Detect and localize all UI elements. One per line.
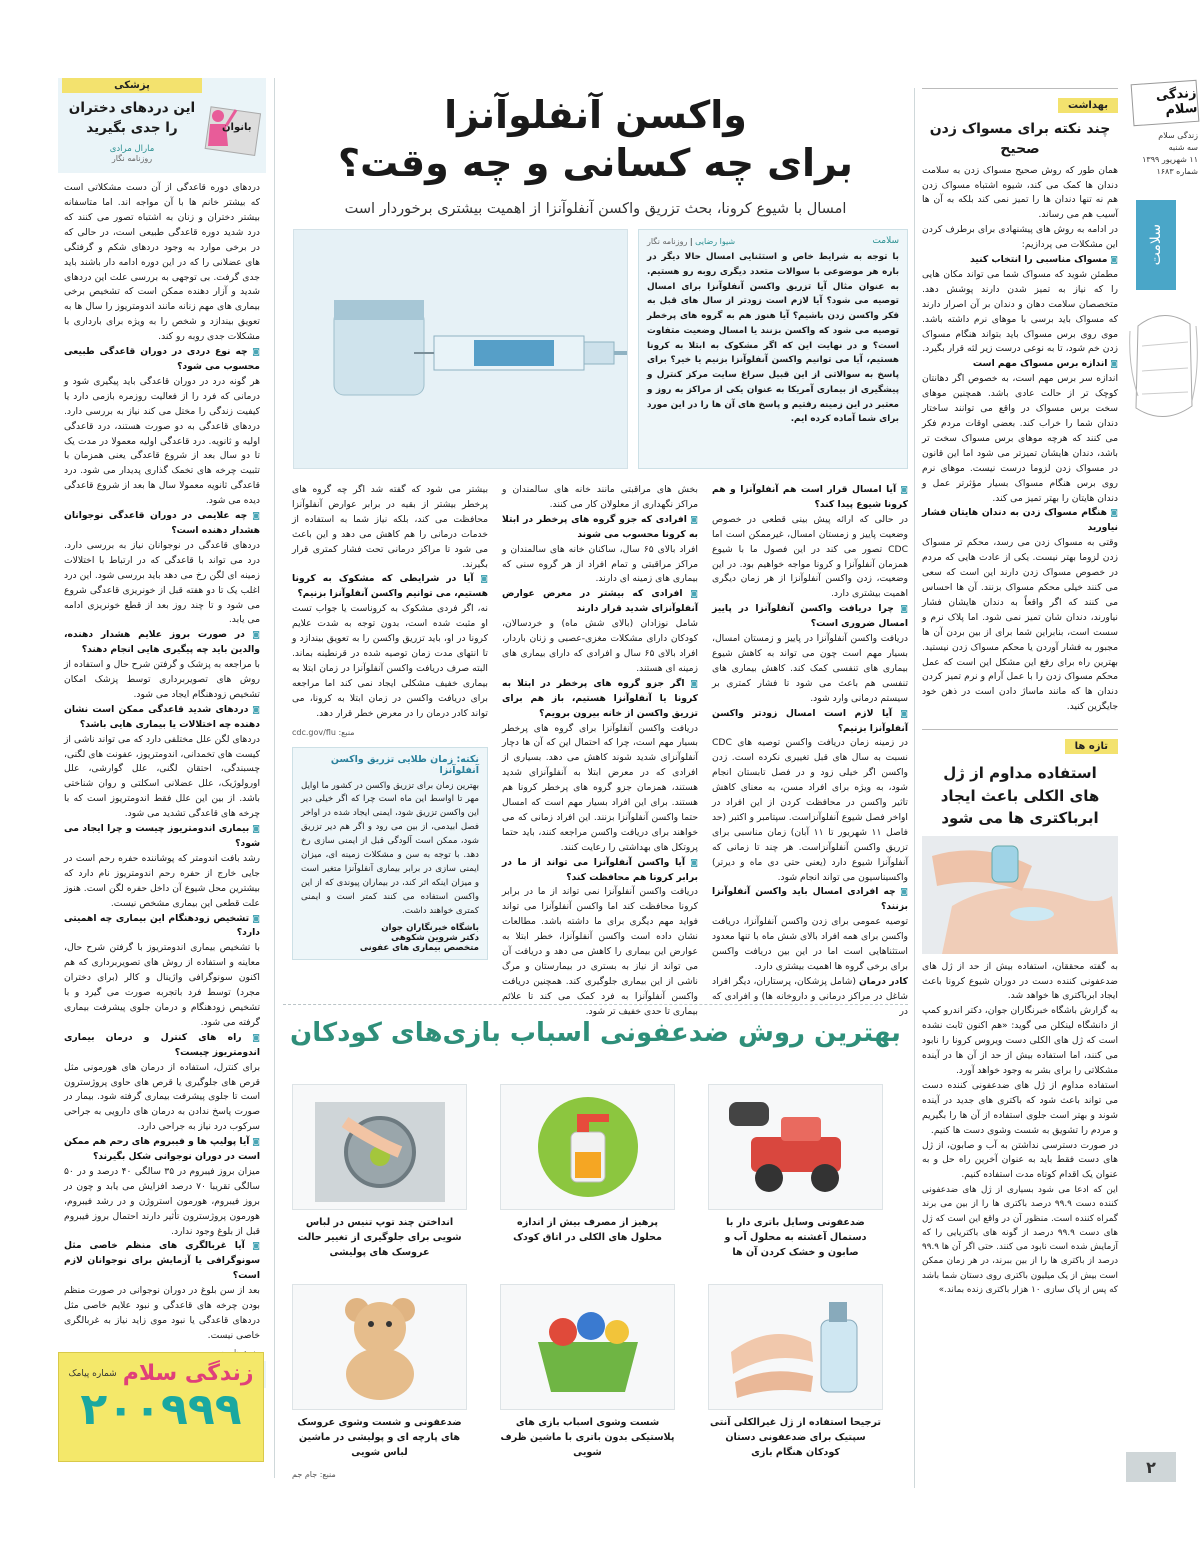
dental-paragraph-1: مطمئن شوید که مسواک شما می تواند مکان هایی را که نیاز به تمیز شدن دارند پوشش دهد. متخصصان سلامت دهان و دندان بر آن اصرار دارند که مسواک باید برسی با موهای نرم داشته باشد. موی روی برس مسواک باید بتواند هنگام مسواک زدن خم شود، تا به نوعی درست زیر لثه قرار بگیرد. <box>922 268 1118 355</box>
gel-paragraph-1: به گفته محققان، استفاده بیش از حد از ژل های ضدعفونی کننده دست در دوران شیوع کرونا باعث ایجاد ابرباکتری ها خواهد شد. <box>922 960 1118 1002</box>
col2-a1: بخش های مراقبتی مانند خانه های سالمندان و مراکز نگهداری از معلولان کار می کنند. <box>502 484 698 510</box>
spray-bottle-icon <box>500 1084 675 1210</box>
col2-q5: ◙ آیا واکسن آنفلوآنزا می تواند از ما در برابر کرونا هم محافظت کند؟ <box>502 856 698 886</box>
col3-q2: ◙ آیا در شرایطی که مشکوک به کرونا هستیم، می توانیم واکسن آنفلوآنزا بزنیم؟ <box>292 572 488 602</box>
body-column-1 <box>712 483 908 1020</box>
women-a9: بعد از سن بلوغ در دوران نوجوانی در صورت منظم بودن چرخه های قاعدگی و نبود علایم خاصی مثل دردهای قاعدگی یا نبود موی زاید نیاز به غربالگری خاصی نیست. <box>64 1285 260 1341</box>
teddy-bear-icon <box>292 1284 467 1410</box>
toy-caption-3: انداختن چند توپ تنیس در لباس شویی برای جلوگیری از تغییر حالت عروسک های پولیشی <box>297 1217 462 1258</box>
women-q1: ◙ چه نوع دردی در دوران قاعدگی طبیعی محسوب می شود؟ <box>64 345 260 375</box>
column-divider <box>914 88 915 1488</box>
col1-q1: ◙ آیا امسال قرار است هم آنفلوآنزا و هم کرونا شیوع پیدا کند؟ <box>712 483 908 513</box>
toy-truck-icon <box>708 1084 883 1210</box>
main-author-role: روزنامه نگار <box>647 236 688 246</box>
dental-heading-3: ◙ هنگام مسواک زدن به دندان هایتان فشار نیاورید <box>922 506 1118 536</box>
washing-machine-icon <box>292 1084 467 1210</box>
gel-paragraph-3: استفاده مداوم از ژل های ضدعفونی کننده دست می تواند باعث شود که باکتری های جدید در آینده شوند و بهتر است جلوی استفاده از آن ها را بگیریم و مردم را تشویق به شست وشوی دست ها کنیم. <box>922 1079 1118 1136</box>
main-subtitle: امسال با شیوع کرونا، بحث تزریق واکسن آنفلوآنزا از اهمیت بیشتری برخوردار است <box>344 201 847 217</box>
main-author: شیوا رضایی <box>695 236 736 246</box>
column-divider <box>274 78 275 1478</box>
gel-title: استفاده مداوم از ژل های الکلی باعث ایجاد ابرباکتری ها می شود <box>940 764 1100 828</box>
col2-q2: ◙ افرادی که جزو گروه های پرخطر در ابتلا به کرونا محسوب می شوند <box>502 513 698 543</box>
col2-a3: شامل نوزادان (بالای شش ماه) و خردسالان، کودکان دارای مشکلات مغزی-عصبی و زنان باردار، افراد بالای ۶۵ سال و افرادی که دارای بیماری های زمینه ای هستند. <box>502 618 698 674</box>
col3-a1: بیشتر می شود که گفته شد اگر چه گروه های پرخطر بیشتر از بقیه در برابر عوارض آنفلوآنزا محافظت می کند، بلکه نیاز شما به استفاده از خدمات درمانی را هم کاهش می دهد و این باعث می شود تا مراکز درمانی تحت فشار کمتری قرار بگیرند. <box>292 484 488 570</box>
gel-paragraph-2: به گزارش باشگاه خبرنگاران جوان، دکتر اندرو کمپ از دانشگاه لینکلن می گوید: «هم اکنون ثابت نشده است که ژل های الکلی دست ویروس کرونا را نابود می کنند، اما استفاده بیش از حد از آن ها در آینده مشکلاتی را برای بشر به وجود خواهد آورد. <box>922 1005 1118 1076</box>
women-q4: ◙ دردهای شدید قاعدگی ممکن است نشان دهنده چه اختلالات یا بیماری هایی باشد؟ <box>64 703 260 733</box>
col1-a3: در زمینه زمان دریافت واکسن توصیه های CDC نسبت به سال های قبل تغییری نکرده است. زدن واکسن اگر خیلی زود و در فصل تابستان انجام شود، به ویژه برای افراد مسن، به معنای کاهش تاثیر واکسن در محافظت کردن از این افراد در اواخر فصل شیوع آنفلوآنزاست. سپتامبر و اکتبر (حد فاصل ۱۱ شهریور تا ۱۱ آبان) زمان مناسبی برای تزریق واکسن آنفلوآنزاست. هر چند تا زمانی که آنفلوآنزا شیوع دارد (یعنی حتی دی ماه و دیرتر) واکسیناسیون می تواند انجام شود. <box>712 737 908 883</box>
col1-q5: کادر درمان <box>858 975 909 987</box>
tip-sign-2: دکتر شروین شکوهی <box>391 932 479 943</box>
col2-a4: دریافت واکسن آنفلوآنزا برای گروه های پرخطر بسیار مهم است، چرا که احتمال این که آن ها دچار آنفلوآنزای شدید شوند کاهش می دهد. بسیاری از افرادی که در معرض ابتلا به آنفلوآنزای شدید هستند، همزمان جزو گروه های پرخطر کرونا هم هستند. برای این افراد بسیار مهم است که امسال حتما واکسن آنفلوآنزا بزنند. این افراد زمانی که می خواهند برای دریافت واکسن مراجعه کنند، باید حتما پروتکل های بهداشتی را رعایت کنند. <box>502 722 698 853</box>
col3-a2: نه، اگر فردی مشکوک به کروناست یا جواب تست او مثبت شده است، بدون توجه به شدت علایم کرونا در او، باید تزریق واکسن را به تعویق بیندازد و تا انتهای مدت زمان توصیه شده در قرنطینه بماند. البته صرف دریافت واکسن آنفلوآنزا در زمان ابتلا به بیماری خفیف مشکلی ایجاد نمی کند اما مراجعه برای دریافت واکسن در زمان ابتلا به کرونا، می تواند کادر درمان را در معرض خطر قرار دهد. <box>292 603 488 719</box>
sms-ad-number: ۲۰۰۹۹۹ <box>80 1384 242 1435</box>
issue-day: سه شنبه <box>1168 143 1198 152</box>
right-column <box>922 88 1118 1478</box>
women-q6: ◙ تشخیص زودهنگام این بیماری چه اهمیتی دارد؟ <box>64 912 260 942</box>
col2-a2: افراد بالای ۶۵ سال، ساکنان خانه های سالمندان و مراکز مراقبتی و تمام افراد از هر گروه سنی که بیماری های زمینه ای دارند. <box>502 543 698 585</box>
page-number-box <box>1126 1452 1176 1482</box>
issue-logo-line: زندگی سلام <box>1158 131 1198 140</box>
col1-q4: ◙ چه افرادی امسال باید واکسن آنفلوآنزا بزنند؟ <box>712 885 908 915</box>
women-title: این دردهای دختران را جدی بگیرید <box>68 100 196 136</box>
women-author: مارال مرادی <box>109 144 155 155</box>
dental-heading-2: ◙ اندازه برس مسواک مهم است <box>922 357 1118 372</box>
women-a2: دردهای قاعدگی در نوجوانان نیاز به بررسی دارد. درد می تواند با قاعدگی که در ارتباط با اختلالات زمینه ای لگن رخ می دهد باید بررسی شود. این درد اغلب یک تا دو هفته قبل از خونریزی قاعدگی شروع می شود و تا چند روز بعد از قطع خونریزی ادامه می یابد. <box>64 539 260 626</box>
women-a4: دردهای لگن علل مختلفی دارد که می تواند ناشی از کیست های تخمدانی، اندومتریوز، عفونت های لگنی، چسبندگی، احتقان لگنی، علل گوارشی، علل اورولوژیک، علل عضلانی اسکلتی و روان شناختی باشد. از بین این علل فقط اندومتریوز است که با چرخه های قاعدگی تشدید می شود. <box>64 733 260 820</box>
gel-paragraph-4: در صورت دسترسی نداشتن به آب و صابون، از ژل های دست فقط باید به عنوان آخرین راه حل و به عنوان یک اقدام کوتاه مدت استفاده کنیم. <box>922 1139 1118 1181</box>
lead-box-tag: سلامت <box>872 236 899 246</box>
gel-section-tag: تازه ها <box>1065 739 1118 754</box>
women-author-role: روزنامه نگار <box>111 154 153 164</box>
toy-caption-1: ضدعفونی وسایل باتری دار با دستمال آغشته به محلول آب و صابون و خشک کردن آن ها <box>724 1217 867 1258</box>
hand-sanitizer-photo <box>922 836 1118 954</box>
toy-card-6 <box>292 1284 467 1461</box>
tip-box <box>292 747 488 960</box>
women-section-tag: پزشکی <box>62 78 202 93</box>
section-tab <box>1136 200 1176 290</box>
women-q9: ◙ آیا غربالگری های منظم خاصی مثل سونوگرافی یا آزمایش برای نوجوانان لازم است؟ <box>64 1239 260 1284</box>
masthead-logo <box>1131 80 1200 127</box>
body-column-3 <box>292 483 488 1020</box>
masthead-sidebar <box>1126 0 1200 1560</box>
tip-title: نکته: زمان طلایی تزریق واکسن آنفلوآنزا <box>330 753 479 776</box>
issue-info <box>1134 130 1198 178</box>
toy-caption-5: شست وشوی اسباب بازی های پلاستیکی بدون باتری با ماشین ظرف شویی <box>500 1417 675 1458</box>
dental-heading-1: ◙ مسواک مناسبی را انتخاب کنید <box>922 253 1118 268</box>
toy-basket-icon <box>500 1284 675 1410</box>
main-body-columns <box>283 483 908 1020</box>
toys-source: منبع: جام جم <box>292 1470 336 1479</box>
lead-box: سلامت شیوا رضایی | روزنامه نگار با توجه به شرایط خاص و استثنایی امسال حالا دیگر در باره هر موضوعی با سوالات متعدد دیگری روبه رو هستیم. به عنوان مثال آیا تزریق واکسن آنفلوآنزا برای امسال توصیه می شود؟ آیا لازم است زودتر از سال های قبل به فکر واکسن زدن باشیم؟ آیا هنوز هم به گروه های پرخطر توصیه می شود که واکسن بزنند یا امسال وضعیت متفاوت است؟ و در نهایت این که اگر مشکوک به ابتلا به کرونا هستیم، آیا می توانیم واکسن آنفلوآنزا بزنیم یا خیر؟ برای پاسخ به سوالاتی از این قبیل سراغ سایت مرکز کنترل و پیشگیری از بیماری آمریکا به عنوان یکی از مراکز به روز و معتبر در این زمینه رفتیم و پاسخ های آن ها را در این مورد برای شما آماده کرده ایم. <box>638 229 908 469</box>
gel-paragraph-5: این که ادعا می شود بسیاری از ژل های ضدعفونی کننده دست ۹۹.۹ درصد باکتری ها را از بین می برند گمراه کننده است. منظور آن در واقع این است که ژل های دست ۹۹.۹ درصد از گونه های باکتریایی را که آزمایش شده است نابود می کنند. حتی اگر آن ها ۹۹.۹ درصد از باکتری ها را از بین ببرند، در هر زمان ممکن است بیش از یک میلیون باکتری روی دستان شما باشد که پس از پاک سازی ۱۰ هزار باکتری زنده بماند.» <box>922 1185 1119 1295</box>
women-badge <box>202 100 262 160</box>
women-q7: ◙ راه های کنترل و درمان بیماری اندومتریوز چیست؟ <box>64 1031 260 1061</box>
dental-section-tag: بهداشت <box>1058 98 1118 113</box>
women-a3: با مراجعه به پزشک و گرفتن شرح حال و استفاده از روش های تصویربرداری توسط پزشک امکان تشخیص زودهنگام ایجاد می شود. <box>64 659 260 700</box>
main-source: منبع: cdc.gov/flu <box>292 727 355 737</box>
women-a6: با تشخیص بیماری اندومتریوز با گرفتن شرح حال، معاینه و استفاده از روش های تصویربرداری که هم اکنون سونوگرافی واژینال و کالر (برای دختران مجرد) توسط فرد باتجربه صورت می گیرد و با تشخیص زودهنگام و درمان جلوی پیشرفت بیماری گرفته می شود. <box>64 942 260 1028</box>
main-title-line2: برای چه کسانی و چه وقت؟ <box>338 140 853 185</box>
main-article <box>283 78 908 1020</box>
toy-caption-6: ضدعفونی و شست وشوی عروسک های پارچه ای و پولیشی در ماشین لباس شویی <box>297 1417 462 1458</box>
toy-card-5 <box>500 1284 675 1461</box>
toy-card-3 <box>292 1084 467 1261</box>
main-lead: با توجه به شرایط خاص و استثنایی امسال حالا دیگر در باره هر موضوعی با سوالات متعدد دیگری روبه رو هستیم. به عنوان مثال آیا تزریق واکسن آنفلوآنزا برای امسال توصیه می شود؟ آیا لازم است زودتر از سال های قبل به فکر واکسن زدن باشیم؟ آیا هنوز هم به گروه های پرخطر توصیه می شود که واکسن بزنند یا امسال وضعیت متفاوت است؟ و در نهایت این که اگر مشکوک به ابتلا به کرونا هستیم، آیا می توانیم واکسن آنفلوآنزا بزنیم یا خیر؟ برای پاسخ به سوالاتی از این قبیل سراغ سایت مرکز کنترل و پیشگیری از بیماری آمریکا به عنوان یکی از مراکز به روز و معتبر در این زمینه رفتیم و پاسخ های آن ها را در این مورد برای شما آماده کرده ایم. <box>647 252 899 425</box>
toy-card-2 <box>500 1084 675 1246</box>
dental-title: چند نکته برای مسواک زدن صحیح <box>929 121 1111 158</box>
toy-card-4 <box>708 1284 883 1461</box>
sms-ad-brand: زندگی سلام <box>122 1361 254 1386</box>
sms-ad-label: شماره پیامک <box>68 1368 117 1379</box>
left-column <box>58 78 266 1388</box>
col1-a1: در حالی که ارائه پیش بینی قطعی در خصوص وضعیت پاییز و زمستان امسال، غیرممکن است اما CDC تصور می کند در این فصول ما با شیوع همزمان آنفلوآنزا و کرونا مواجه خواهیم بود. در این وضعیت، زدن واکسن آنفلوآنزا از هر زمان دیگری اهمیت بیشتری دارد. <box>712 513 908 600</box>
hand-sanitizer-icon <box>708 1284 883 1410</box>
face-mask-icon <box>1128 296 1198 436</box>
dental-paragraph-2: اندازه سر برس مهم است، به خصوص اگر دهانتان کوچک تر از حالت عادی باشد. همچنین موهای سخت برس مسواک در واقع می توانند ساختار دندان شما را خراب کند. بعضی اوقات مردم فکر می کنند که هرچه موهای برس مسواک سخت تر باشد، دندان هایشان تمیزتر می شود اما این قانون در مسواک زدن لزوما درست نیست. موهای نرم روی برس هنگام مسواک بسیار مؤثرتر عمل و دندان هایتان را بهتر تمیز می کند. <box>922 373 1118 504</box>
tip-body: بهترین زمان برای تزریق واکسن در کشور ما اوایل مهر تا اواسط این ماه است چرا که اگر خیلی دیر این واکسن تزریق شود، ایمنی ایجاد شده در اواخر فصل ابیدمی، از بین می رود و اگر هم دیر تزریق شود، ممکن است آلودگی قبل از ایمنی سازی رخ دهد. با توجه به سن و مشکلات زمینه ای، میزان ایمنی سازی در برابر بیماری آنفلوآنزا متغیر است و میزان اینکه اثر کند، در بیماران پیوندی که از این واکسن استفاده می کنند کمتر است و ایمنی کمتری خواهند داشت. <box>301 780 479 916</box>
tip-sign-1: باشگاه خبرنگاران جوان <box>381 922 479 933</box>
section-tab-label: سلامت <box>1148 224 1164 266</box>
women-a5: رشد بافت اندومتر که پوشاننده حفره رحم است در جایی خارج از حفره رحم اندومتریوز نام دارد که بیشترین محل شیوع آن داخل حفره لگن است. هنوز علت قطعی این بیماری مشخص نیست. <box>64 852 260 909</box>
page-number: ۲ <box>1146 1457 1156 1477</box>
col2-q3: ◙ افرادی که بیشتر در معرض عوارض آنفلوآنزای شدید قرار دارند <box>502 587 698 617</box>
issue-number: شماره ۱۶۸۳ <box>1156 167 1198 176</box>
women-q8: ◙ آیا پولیپ ها و فیبروم های رحم هم ممکن است در دوران نوجوانی شکل بگیرند؟ <box>64 1135 260 1165</box>
toy-caption-2: پرهیز از مصرف بیش از اندازه محلول های الکلی در اتاق کودک <box>513 1217 662 1243</box>
toys-divider <box>283 1004 908 1005</box>
women-a7: برای کنترل، استفاده از درمان های هورمونی مثل قرص های جلوگیری یا قرص های حاوی پروژسترون است تا جلوی پیشرفت بیماری گرفته شود. بیمار در صورت پاسخ ندادن به درمان های دارویی به جراحی سرکوب درد نیاز به جراحی دارد. <box>64 1061 260 1133</box>
toy-caption-4: ترجیحا استفاده از ژل غیرالکلی آنتی سپتیک برای ضدعفونی دستان کودکان هنگام بازی <box>709 1417 882 1458</box>
col1-q2: ◙ چرا دریافت واکسن آنفلوآنزا در پاییز امسال ضروری است؟ <box>712 602 908 632</box>
sms-ad <box>58 1352 264 1462</box>
dental-paragraph-3: وقتی به مسواک زدن می رسد، محکم تر مسواک زدن لزوما بهتر نیست. یکی از عادت هایی که مردم در خصوص مسواک زدن دارند این است که سعی می کنند خیلی محکم مسواک بزنند. آن ها احساس می کنند که اگر واقعاً به دندان هایشان فشار نیاورند، دندان شان تمیز نمی شود. اما پلاک نرم و سست است، بنابراین شما برای از بین بردن آن ها مجبور به فشار آوردن یا محکم مسواک زدن نیستید. بهترین راه برای رفع این مشکل این است که عمل محکم مسواک زدن را با عمل آرام و نرم تمیز کردن دندان ها که مانند ماساژ دادن است در ذهن خود جایگزین کنید. <box>922 537 1118 713</box>
tip-sign-3: متخصص بیماری های عفونی <box>359 942 479 953</box>
women-intro: دردهای دوره قاعدگی از آن دست مشکلاتی است که بیشتر خانم ها با آن مواجه اند. اما متاسفانه بیشتر دختران و زنان به اشتباه تصور می کنند که درد شدید دوره قاعدگی طبیعی است، در حالی که در برخی موارد به وجود دردهای شکم و گرفتگی های عضلانی را که در این دوره ادامه دار باشند باید جدی گرفت. بی توجهی به بررسی علت این دردهای شدید و آزار دهنده ممکن است که تشخیص برخی بیماری های مهم زنانه مانند اندومتریوز را سال ها به تعویق بیندازد و شخص را به ویژه برای بارداری با مشکلات جدی روبه رو کند. <box>64 182 260 343</box>
col1-a4: توصیه عمومی برای زدن واکسن آنفلوآنزا، دریافت واکسن برای همه افراد بالای شش ماه با تنها معدود استثناهایی است اما در این بین دریافت واکسن برای برخی گروه ها اهمیت بیشتری دارد. <box>712 916 908 972</box>
col2-a5: دریافت واکسن آنفلوآنزا نمی تواند از ما در برابر کرونا محافظت کند اما واکسن آنفلوآنزا می تواند فواید مهم دیگری برای ما داشته باشد. مطالعات نشان داده است واکسن آنفلوآنزا، خطر ابتلا به عوارض این بیماری را کاهش می دهد و دریافت آن می تواند از نیاز به بستری در بیمارستان و مرگ ناشی از این بیماری جلوگیری کند. همچنین دریافت واکسن آنفلوآنزا به فرد کمک می کند تا علائم بیماری تا حدی خفیف تر شود. <box>502 886 698 1017</box>
toys-title: بهترین روش ضدعفونی اسباب بازی‌های کودکان <box>290 1018 901 1048</box>
col1-a2: دریافت واکسن آنفلوآنزا در پاییز و زمستان امسال، بسیار مهم است چون می تواند به کاهش شیوع بیماری های تنفسی کمک کند. کاهش بیماری های تنفسی هم باعث می شود تا فشار کمتری بر سیستم درمانی وارد شود. <box>712 633 908 704</box>
body-column-2 <box>502 483 698 1020</box>
dental-intro2: در ادامه به روش های پیشنهادی برای برطرف کردن این مشکلات می پردازیم: <box>922 224 1118 251</box>
women-a8: میزان بروز فیبروم در ۳۵ سالگی ۴۰ درصد و در ۵۰ سالگی تقریبا ۷۰ درصد افزایش می یابد و چون در بروز فیبروم، هورمون استروژن و در رشد فیبروم، هورمون پروژسترون تأثیر دارند احتمال بروز فیبروم قبل از بلوغ وجود ندارد. <box>64 1165 260 1237</box>
col1-a5: (شامل پزشکان، پرستاران، دیگر افراد شاغل در مراکز درمانی و داروخانه ها) و افرادی که در <box>712 975 908 1017</box>
col1-q3: ◙ آیا لازم است امسال زودتر واکسن آنفلوآنزا بزنیم؟ <box>712 707 908 737</box>
toy-card-1 <box>708 1084 883 1261</box>
women-q5: ◙ بیماری اندومتریوز چیست و چرا ایجاد می شود؟ <box>64 822 260 852</box>
col2-q4: ◙ اگر جزو گروه های پرخطر در ابتلا به کرونا یا آنفلوآنزا هستیم، باز هم برای تزریق واکسن از خانه بیرون برویم؟ <box>502 677 698 722</box>
issue-date: ۱۱ شهریور ۱۳۹۹ <box>1142 155 1198 164</box>
women-q2: ◙ چه علایمی در دوران قاعدگی نوجوانان هشدار دهنده است؟ <box>64 509 260 539</box>
logo-text: زندگی سلام <box>1155 85 1198 118</box>
women-badge-label: بانوان <box>222 122 252 133</box>
women-q3: ◙ در صورت بروز علایم هشدار دهنده، والدین باید چه پیگیری هایی انجام دهند؟ <box>64 628 260 658</box>
col1-p5 <box>712 975 908 1020</box>
dental-intro: همان طور که روش صحیح مسواک زدن به سلامت دندان ها کمک می کند، شیوه اشتباه مسواک زدن هم نه تنها دندان ها را تمیز نمی کند بلکه به آن ها آسیب هم می رساند. <box>922 164 1118 221</box>
main-title-line1: واکسن آنفلوآنزا <box>444 93 747 137</box>
women-a1: هر گونه درد در دوران قاعدگی باید پیگیری شود و درمانی که فرد را از فعالیت روزمره بازمی دارد یا کیفیت زندگی را مختل می کند نیاز به بررسی دارد. دردهای قاعدگی به دو صورت هستند، درد قاعدگی اولیه و ثانویه. درد قاعدگی اولیه معمولا در مدت یک تا دو سال بعد از شروع قاعدگی یعنی همزمان با تثبیت چرخه های تخمک گذاری پدیدار می شود. درد قاعدگی ثانویه معمولا سال ها بعد از شروع قاعدگی دیده می شود. <box>64 375 260 507</box>
vaccine-syringe-photo <box>293 229 628 469</box>
